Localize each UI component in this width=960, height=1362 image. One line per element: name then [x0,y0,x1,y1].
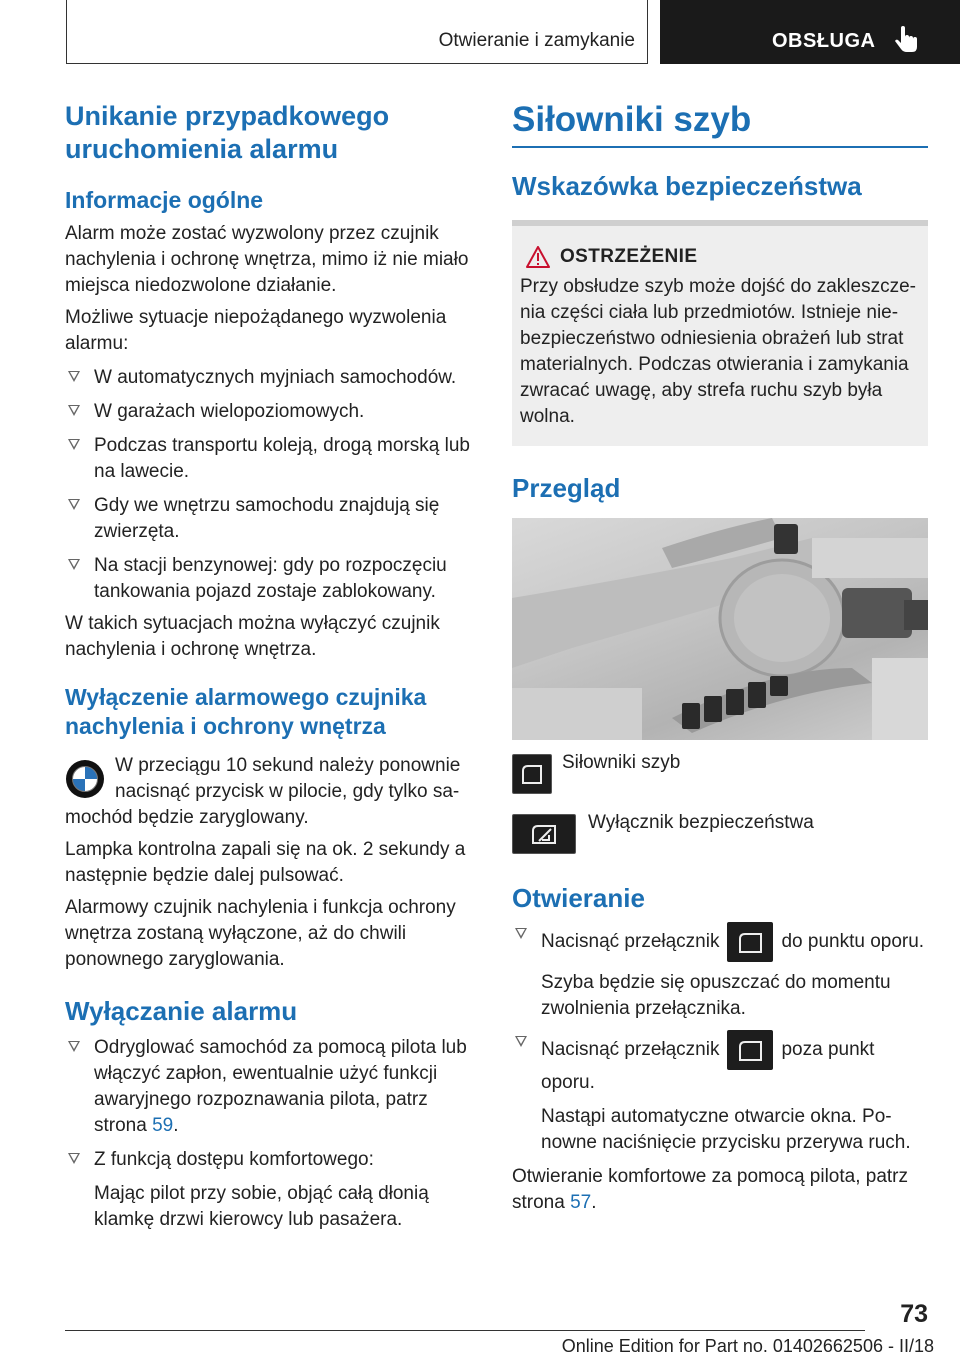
window-switch-icon [727,1030,773,1070]
list-item-detail: Nastąpi automatyczne otwarcie okna. Ponowne naciśnięcie przycisku przerywa ruch. [541,1106,911,1153]
right-column [512,100,928,1216]
warning-box [512,220,928,446]
safety-switch-icon [512,814,576,854]
bmw-logo-icon [65,759,105,799]
window-switch-icon [727,922,773,962]
pointing-hand-icon [892,25,922,55]
heading-rule [512,146,928,148]
warning-triangle-icon [526,246,550,268]
warning-title: OSTRZEŻENIE [560,246,698,267]
list-item: Na stacji benzynowej: gdy po rozpoczęciu tankowania pojazd zostaje zablokowany. [65,553,470,605]
list-situations [65,365,470,605]
list-item: Nacisnąć przełącznik do punktu oporu. Szyba będzie się opuszczać do momentu zwolnienia przełącznika. [512,922,928,1022]
door-panel-photo [512,518,928,740]
paragraph-press-again: W przeciągu 10 sekund należy ponownie nacisnąć przycisk w pilocie, gdy tylko samochód będzie zaryglowany. [65,755,461,828]
left-column [65,100,470,1233]
list-item: Odryglować samochód za pomocą pilota lub włączyć zapłon, ewentualnie użyć funkcji awaryjnego rozpoznawania pilota, patrz strona 59. [65,1035,470,1139]
window-switch-icon [512,754,552,794]
triangle-bullet-icon [68,439,80,450]
heading-disable-tilt-sensor: Wyłączenie alarmowego czujnika nachylenia i ochrony wnętrza [65,684,427,739]
heading-avoid-alarm: Unikanie przypadkowego uruchomienia alarmu [65,101,390,164]
legend-window-lifters [512,754,928,794]
legend-safety-switch [512,814,928,854]
heading-switch-off-alarm: Wyłączanie alarmu [65,996,298,1026]
triangle-bullet-icon [515,1036,527,1047]
triangle-bullet-icon [68,499,80,510]
heading-general-info: Informacje ogólne [65,187,264,213]
paragraph-comfort-opening: Otwieranie komfortowe za pomocą pilota, patrz strona 57. [512,1166,909,1213]
page-link-59[interactable]: 59 [152,1115,174,1136]
list-item: W garażach wielopoziomowych. [65,399,470,425]
list-item: Z funkcją dostępu komfortowego: Mając pilot przy sobie, objąć całą dłonią klamkę drzwi kierowcy lub pasażera. [65,1147,470,1233]
list-item: Gdy we wnętrzu samochodu znajdują się zwierzęta. [65,493,470,545]
list-switch-off [65,1035,470,1233]
header-badge [660,0,960,64]
paragraph-disable-sensor: W takich sytuacjach można wyłączyć czujnik nachylenia i ochronę wnętrza. [65,613,440,660]
triangle-bullet-icon [68,371,80,382]
warning-text: Przy obsłudze szyb może dojść do zakleszczenia części ciała lub przedmiotów. Istnieje niebezpieczeństwo odniesienia obrażeń lub strat materialnych. Podczas otwierania i zamykania zwracać uwagę, aby strefa ruchu szyb była wolna. [520,276,916,427]
heading-safety-note: Wskazówka bezpieczeństwa [512,171,862,201]
list-item: W automatycznych myjniach samochodów. [65,365,470,391]
page-number: 73 [900,1300,928,1328]
list-item-detail: Szyba będzie się opuszczać do momentu zwolnienia przełącznika. [541,972,891,1019]
door-panel-illustration [512,518,928,740]
legend-label-safety-switch: Wyłącznik bezpieczeństwa [588,812,814,833]
edition-note: Online Edition for Part no. 01402662506 - II/18 [561,1336,934,1356]
list-item: Nacisnąć przełącznik poza punkt oporu. Nastąpi automatyczne otwarcie okna. Ponowne naciśnięcie przycisku przerywa ruch. [512,1030,928,1156]
list-opening [512,922,928,1156]
footer-rule [65,1330,865,1331]
legend-label-window-lifters: Siłowniki szyb [562,752,681,773]
heading-overview: Przegląd [512,473,621,503]
list-item-detail: Mając pilot przy sobie, objąć całą dłonią klamkę drzwi kierowcy lub pasażera. [94,1183,429,1230]
page-link-57[interactable]: 57 [570,1192,592,1213]
header-badge-label: OBSŁUGA [772,30,876,52]
header-section-title: Otwieranie i zamykanie [438,30,635,51]
list-item: Podczas transportu koleją, drogą morską lub na lawecie. [65,433,470,485]
paragraph-sensor-off: Alarmowy czujnik nachylenia i funkcja ochrony wnętrza zostaną wyłączone, aż do chwili ponownego zaryglowania. [65,897,456,970]
header-section-box [66,0,648,64]
heading-window-lifters: Siłowniki szyb [512,100,752,139]
triangle-bullet-icon [515,928,527,939]
remote-instruction [65,753,470,831]
triangle-bullet-icon [68,1153,80,1164]
heading-opening: Otwieranie [512,883,645,913]
triangle-bullet-icon [68,405,80,416]
triangle-bullet-icon [68,1041,80,1052]
paragraph-indicator-lamp: Lampka kontrolna zapali się na ok. 2 sekundy a następnie będzie dalej pulsować. [65,839,466,886]
paragraph-possible-situations: Możliwe sytuacje niepożądanego wyzwolenia alarmu: [65,307,447,354]
paragraph-alarm-trigger: Alarm może zostać wyzwolony przez czujnik nachylenia i ochronę wnętrza, mimo iż nie miało miejsca niedozwolone działanie. [65,223,469,296]
triangle-bullet-icon [68,559,80,570]
